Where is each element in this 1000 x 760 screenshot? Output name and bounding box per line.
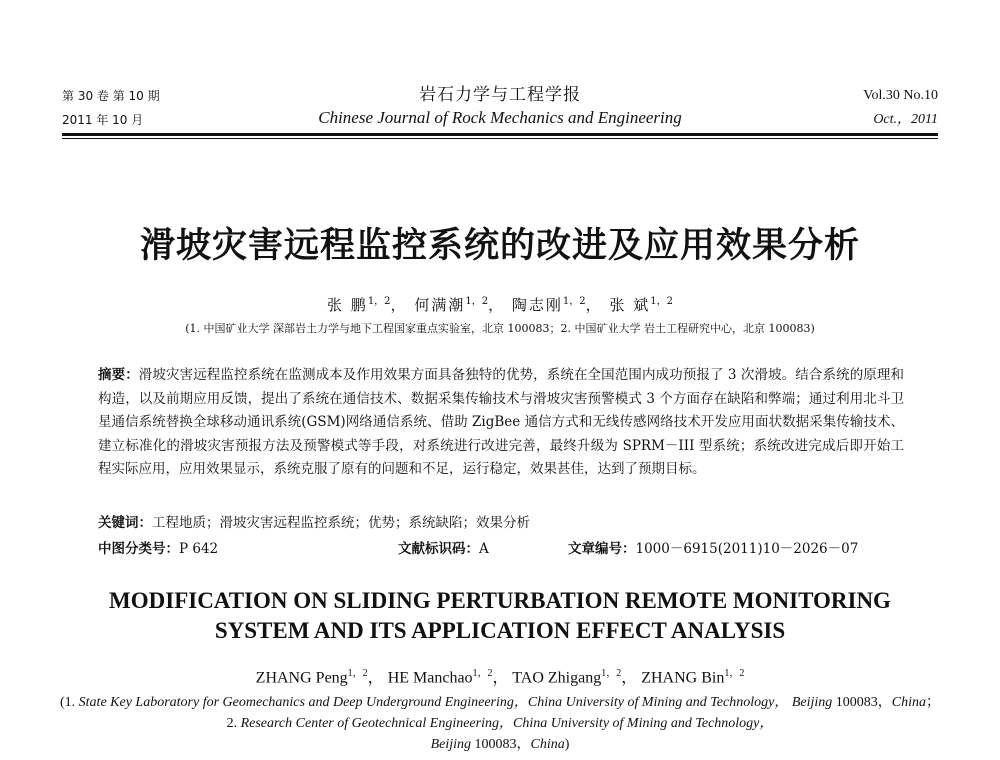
author-cn: 陶志刚 — [511, 296, 563, 314]
doc-code-label: 文献标识码： — [398, 541, 479, 557]
affil-zip-1: 100083， — [832, 695, 892, 710]
date-cn: 2011 年 10 月 — [62, 113, 144, 127]
abstract-label: 摘要： — [98, 367, 139, 383]
author-en: ZHANG Peng — [255, 669, 348, 687]
author-affil-sup: 1，2 — [724, 668, 745, 679]
clc-number — [98, 538, 218, 560]
issue-cn: 第 30 卷 第 10 期 — [62, 89, 160, 103]
classification-line — [98, 538, 904, 560]
author-separator: ， — [488, 296, 506, 314]
author-cn: 张 斌 — [609, 296, 651, 314]
keywords-text: 工程地质；滑坡灾害远程监控系统；优势；系统缺陷；效果分析 — [152, 515, 530, 531]
author-affil-sup: 1，2 — [347, 668, 368, 679]
affiliation-en — [60, 692, 940, 755]
title-en-line: SYSTEM AND ITS APPLICATION EFFECT ANALYSIS — [214, 618, 786, 643]
affil-city-1: Beijing — [791, 695, 833, 710]
affil-separator: ；2. — [226, 695, 940, 731]
clc-value: P 642 — [179, 541, 219, 557]
author-cn: 张 鹏 — [327, 296, 368, 314]
author-cn: 何满潮 — [414, 296, 466, 314]
paper-title-cn: 滑坡灾害远程监控系统的改进及应用效果分析 — [139, 226, 860, 266]
journal-name-en: Chinese Journal of Rock Mechanics and Engineering — [318, 108, 682, 127]
author-separator: ， — [367, 669, 384, 687]
article-id-value: 1000－6915(2011)10－2026－07 — [635, 541, 859, 557]
affil-institution-2: Research Center of Geotechnical Engineering，China University of Mining and Technology， — [240, 716, 774, 731]
paper-title-en — [0, 586, 1000, 646]
affil-city-2: Beijing — [430, 737, 472, 752]
author-separator: ， — [621, 669, 638, 687]
journal-name-cn: 岩石力学与工程学报 — [419, 85, 581, 105]
affiliation-cn: (1. 中国矿业大学 深部岩土力学与地下工程国家重点实验室，北京 100083；2. 中国矿业大学 岩土工程研究中心，北京 100083) — [185, 322, 815, 335]
author-separator: ， — [585, 296, 603, 314]
author-affil-sup: 1，2 — [367, 296, 391, 307]
article-id — [568, 538, 858, 560]
author-en: TAO Zhigang — [512, 669, 602, 687]
author-affil-sup: 1，2 — [601, 668, 622, 679]
author-separator: ， — [492, 669, 509, 687]
doc-code-value: A — [479, 541, 489, 557]
keywords-cn — [98, 512, 904, 534]
date-en: Oct.，2011 — [873, 112, 938, 127]
affil-country-2: China — [530, 737, 565, 752]
clc-label: 中图分类号： — [98, 541, 179, 557]
keywords-label: 关键词： — [98, 515, 152, 531]
document-code — [398, 538, 489, 560]
authors-cn — [0, 292, 1000, 315]
header-rule-thin — [62, 138, 938, 139]
author-en: HE Manchao — [387, 669, 473, 687]
abstract-text: 滑坡灾害远程监控系统在监测成本及作用效果方面具备独特的优势，系统在全国范围内成功预报了 3 次滑坡。结合系统的原理和构造，以及前期应用反馈，提出了系统在通信技术、数据采集传输技术与滑坡灾害预警模式 3 个方面存在缺陷和弊端；通过利用北斗卫星通信系统替换全球移动通讯系统(GSM)网络通信系统、借助 ZigBee 通信方式和无线传感网络技术开发应用面状数据采集传输技术、建立标准化的滑坡灾害预报方法及预警模式等手段，对系统进行改进完善，最终升级为 SPRM－III 型系统；系统改进完成后即开始工程实际应用，应用效果显示，系统克服了原有的问题和不足，运行稳定，效果甚佳，达到了预期目标。 — [98, 367, 904, 478]
author-affil-sup: 1，2 — [562, 296, 586, 307]
affil-close: ) — [564, 737, 570, 752]
author-separator: ， — [390, 296, 408, 314]
title-en-line: MODIFICATION ON SLIDING PERTURBATION REMOTE MONITORING — [109, 588, 891, 613]
affil-zip-2: 100083， — [471, 737, 531, 752]
author-affil-sup: 1，2 — [472, 668, 493, 679]
journal-header — [62, 84, 938, 132]
affil-country-1: China — [891, 695, 926, 710]
header-journal-name — [62, 84, 938, 130]
author-affil-sup: 1，2 — [465, 296, 489, 307]
author-affil-sup: 1，2 — [650, 296, 673, 307]
header-rule-thick — [62, 133, 938, 136]
volume-en: Vol.30 No.10 — [863, 88, 938, 103]
article-id-label: 文章编号： — [568, 541, 636, 557]
affil-institution-1: State Key Laboratory for Geomechanics and Deep Underground Engineering，China University of Mining and Technology， — [78, 695, 789, 710]
authors-en — [0, 664, 1000, 687]
header-volume-info — [863, 84, 938, 132]
abstract-cn — [98, 364, 904, 482]
author-en: ZHANG Bin — [641, 669, 725, 687]
affil-open: (1. — [60, 695, 79, 710]
